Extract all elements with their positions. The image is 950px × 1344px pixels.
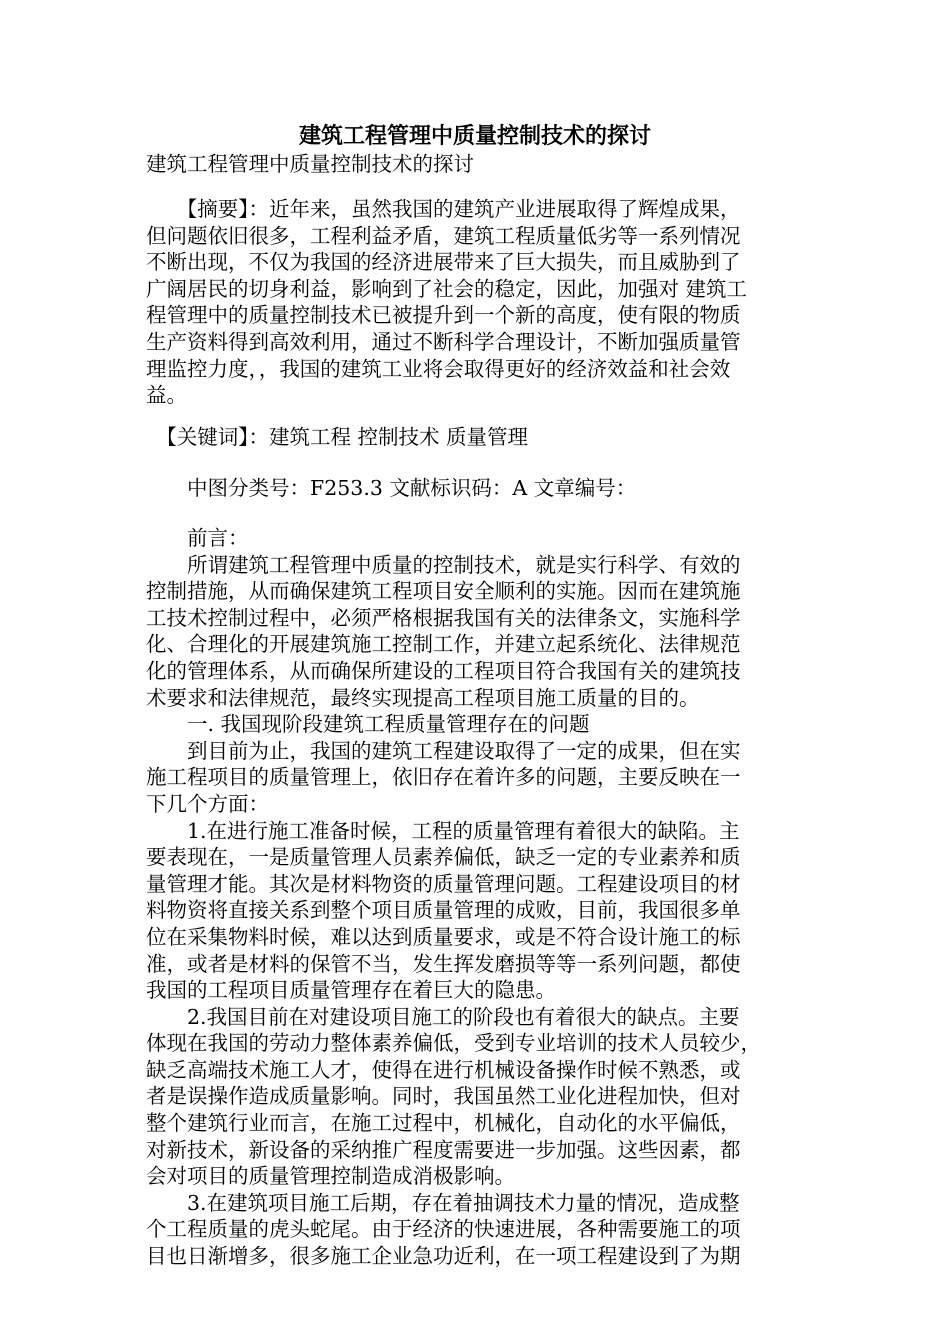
body-line: 术要求和法律规范，最终实现提高工程项目施工质量的目的。 xyxy=(146,685,700,710)
body-line: 缺乏高端技术施工人才，使得在进行机械设备操作时候不熟悉，或 xyxy=(146,1057,741,1082)
document-subtitle: 建筑工程管理中质量控制技术的探讨 xyxy=(146,152,474,176)
abstract-line: 【摘要】：近年来，虽然我国的建筑产业进展取得了辉煌成果， xyxy=(146,197,741,221)
body-line: 整个建筑行业而言，在施工过程中，机械化，自动化的水平偏低， xyxy=(146,1111,741,1136)
body-line: 工技术控制过程中，必须严格根据我国有关的法律条文，实施科学 xyxy=(146,605,741,630)
body-line: 化、合理化的开展建筑施工控制工作，并建立起系统化、法律规范 xyxy=(146,632,741,657)
abstract-line: 广阔居民的切身利益，影响到了社会的稳定，因此，加强对 建筑工 xyxy=(146,276,748,301)
body-line: 2.我国目前在对建设项目施工的阶段也有着很大的缺点。主要 xyxy=(146,1004,740,1029)
body-line: 体现在我国的劳动力整体素养偏低，受到专业培训的技术人员较少， xyxy=(146,1031,761,1056)
abstract-line: 程管理中的质量控制技术已被提升到一个新的高度，使有限的物质 xyxy=(146,303,741,328)
body-line: 料物资将直接关系到整个项目质量管理的成败，目前，我国很多单 xyxy=(146,898,741,923)
body-line: 位在采集物料时候，难以达到质量要求，或是不符合设计施工的标 xyxy=(146,924,741,949)
body-line: 要表现在，一是质量管理人员素养偏低，缺乏一定的专业素养和质 xyxy=(146,845,741,870)
body-line: 目也日渐增多，很多施工企业急功近利，在一项工程建设到了为期 xyxy=(146,1244,741,1269)
body-line: 我国的工程项目质量管理存在着巨大的隐患。 xyxy=(146,978,556,1003)
abstract-line: 理监控力度，，我国的建筑工业将会取得更好的经济效益和社会效 xyxy=(146,356,731,381)
body-line: 控制措施，从而确保建筑工程项目安全顺利的实施。因而在建筑施 xyxy=(146,579,741,604)
body-line: 1.在进行施工准备时候，工程的质量管理有着很大的缺陷。主 xyxy=(146,818,740,843)
body-line: 对新技术，新设备的采纳推广程度需要进一步加强。这些因素，都 xyxy=(146,1137,741,1162)
body-line: 准，或者是材料的保管不当，发生挥发磨损等等一系列问题，都使 xyxy=(146,951,741,976)
body-line: 所谓建筑工程管理中质量的控制技术，就是实行科学、有效的 xyxy=(146,552,741,577)
body-line: 者是误操作造成质量影响。同时，我国虽然工业化进程加快，但对 xyxy=(146,1084,741,1109)
body-line: 会对项目的质量管理控制造成消极影响。 xyxy=(146,1164,515,1189)
body-line: 3.在建筑项目施工后期，存在着抽调技术力量的情况，造成整 xyxy=(146,1190,740,1215)
classification-text: 中图分类号：F253.3 文献标识码：A 文章编号： xyxy=(146,476,637,500)
classification-line xyxy=(146,475,806,502)
keywords-text: 【关键词】：建筑工程 控制技术 质量管理 xyxy=(146,425,529,449)
body-line: 个工程质量的虎头蛇尾。由于经济的快速进展，各种需要施工的项 xyxy=(146,1217,741,1242)
body-line: 下几个方面： xyxy=(146,791,269,816)
document-title: 建筑工程管理中质量控制技术的探讨 xyxy=(298,123,651,149)
abstract-line: 但问题依旧很多，工程利益矛盾，建筑工程质量低劣等一系列情况 xyxy=(146,223,741,248)
abstract-paragraph xyxy=(146,196,806,409)
body-line: 前言： xyxy=(146,526,249,550)
abstract-line: 益。 xyxy=(146,383,187,408)
body-line: 量管理才能。其次是材料物资的质量管理问题。工程建设项目的材 xyxy=(146,871,741,896)
body-line: 一. 我国现阶段建筑工程质量管理存在的问题 xyxy=(146,712,590,737)
body-line: 化的管理体系，从而确保所建设的工程项目符合我国有关的建筑技 xyxy=(146,658,741,683)
body-text xyxy=(146,525,806,1270)
abstract-line: 不断出现，不仅为我国的经济进展带来了巨大损失，而且威胁到了 xyxy=(146,250,741,275)
keywords-line xyxy=(146,424,806,451)
body-line: 到目前为止，我国的建筑工程建设取得了一定的成果，但在实 xyxy=(146,738,741,763)
abstract-line: 生产资料得到高效利用，通过不断科学合理设计，不断加强质量管 xyxy=(146,329,741,354)
body-line: 施工程项目的质量管理上，依旧存在着许多的问题，主要反映在一 xyxy=(146,765,741,790)
